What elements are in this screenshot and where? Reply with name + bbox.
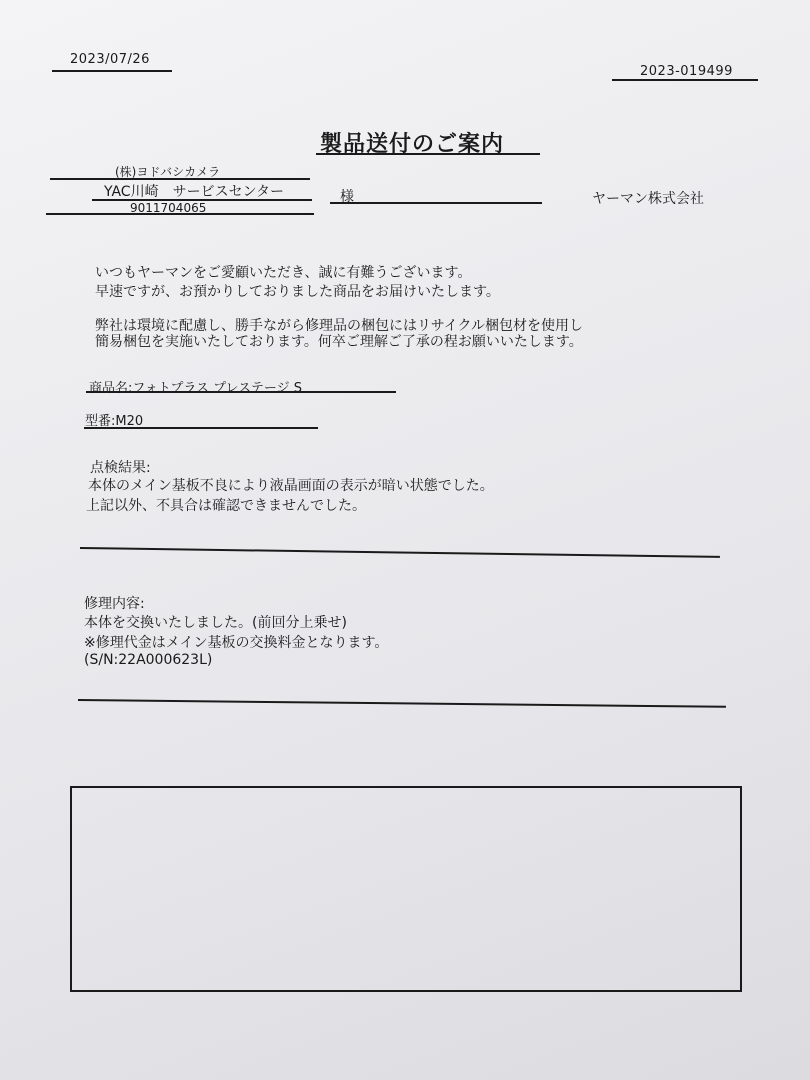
- repair-detail-line-1: 本体を交換いたしました。(前回分上乗せ): [84, 615, 347, 631]
- model-number: 型番:M20: [85, 414, 144, 429]
- packaging-note-line-1: 弊社は環境に配慮し、勝手ながら修理品の梱包にはリサイクル梱包材を使用し: [95, 318, 584, 334]
- inspection-heading: 点検結果:: [90, 460, 151, 476]
- issue-date: 2023/07/26: [70, 52, 150, 67]
- doc-number-underline: [612, 79, 758, 81]
- repair-detail-line-2: ※修理代金はメイン基板の交換料金となります。: [84, 635, 389, 651]
- document-title: 製品送付のご案内: [320, 132, 505, 157]
- repair-divider: [78, 699, 726, 708]
- date-underline: [52, 70, 172, 72]
- title-underline: [316, 153, 540, 155]
- notes-box: [70, 786, 742, 992]
- recipient-department: YAC川崎 サービスセンター: [104, 184, 285, 200]
- inspection-result-line-2: 上記以外、不具合は確認できませんでした。: [86, 498, 366, 514]
- repair-heading: 修理内容:: [84, 596, 145, 612]
- greeting-line-2: 早速ですが、お預かりしておりました商品をお届けいたします。: [95, 284, 500, 300]
- document-number: 2023-019499: [640, 64, 733, 79]
- recipient-line1-underline: [50, 178, 310, 180]
- sender-company: ヤーマン株式会社: [592, 191, 704, 207]
- recipient-line3-underline: [46, 213, 314, 215]
- recipient-company: (株)ヨドバシカメラ: [115, 165, 221, 179]
- recipient-code: 9011704065: [130, 201, 207, 215]
- greeting-line-1: いつもヤーマンをご愛顧いただき、誠に有難うございます。: [95, 265, 472, 281]
- honorific-underline: [330, 202, 542, 204]
- inspection-result-line-1: 本体のメイン基板不良により液晶画面の表示が暗い状態でした。: [88, 478, 494, 494]
- packaging-note-line-2: 簡易梱包を実施いたしております。何卒ご理解ご了承の程お願いいたします。: [95, 334, 583, 350]
- inspection-divider: [80, 547, 720, 558]
- product-name-underline: [86, 391, 396, 393]
- serial-number: (S/N:22A000623L): [84, 652, 213, 668]
- product-name: 商品名:フォトプラス プレステージ S: [89, 381, 303, 396]
- model-number-underline: [84, 427, 318, 429]
- recipient-honorific: 様: [340, 189, 354, 205]
